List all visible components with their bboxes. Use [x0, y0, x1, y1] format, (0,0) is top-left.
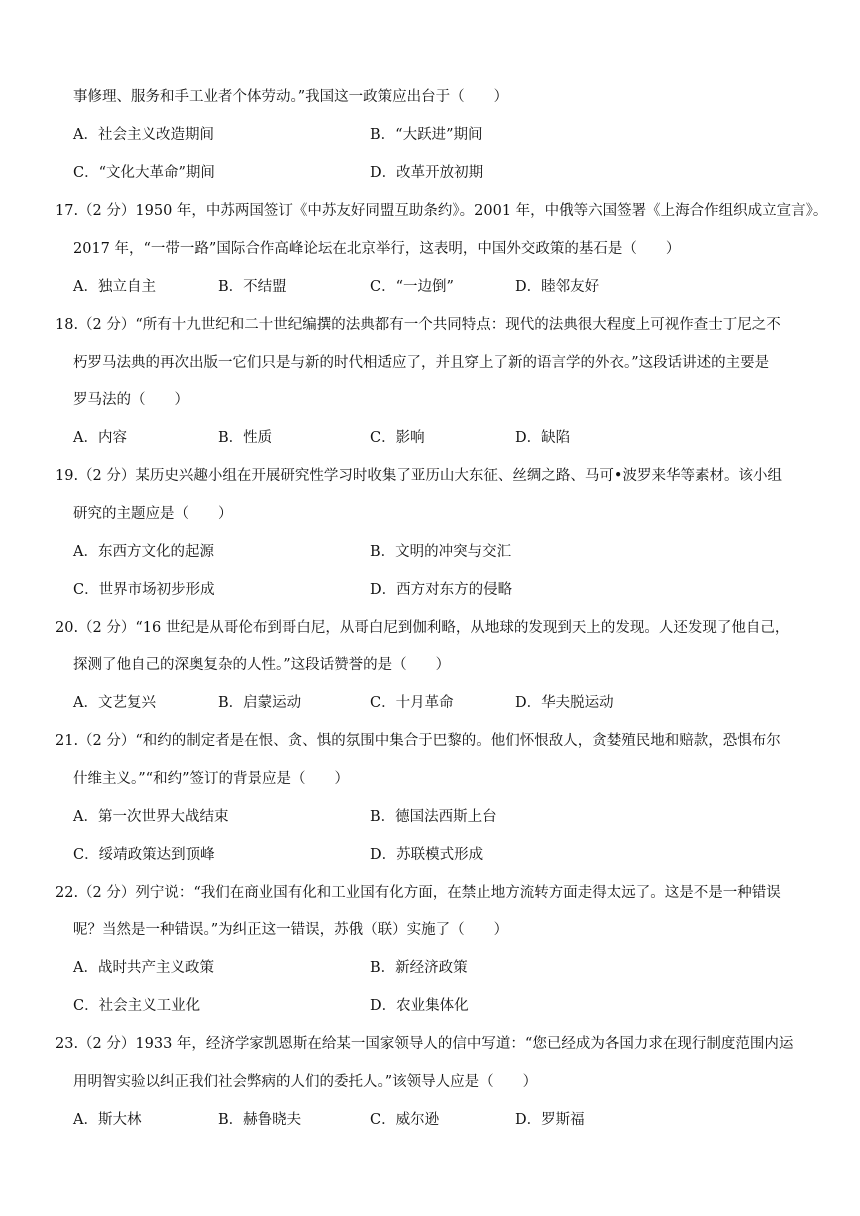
option-a: A．文艺复兴	[73, 695, 156, 711]
option-a: A．独立自主	[73, 279, 156, 295]
option-c: C．十月革命	[370, 695, 454, 711]
question-22-stem-line: 呢？当然是一种错误。”为纠正这一错误，苏俄（联）实施了（ ）	[73, 922, 509, 938]
option-c: C．影响	[370, 430, 425, 446]
option-b: B．新经济政策	[370, 960, 468, 976]
option-b: B．德国法西斯上台	[370, 809, 497, 825]
option-b: B．启蒙运动	[218, 695, 302, 711]
option-a: A．第一次世界大战结束	[73, 809, 229, 825]
option-d: D．改革开放初期	[370, 165, 484, 181]
question-18-stem-line: 朽罗马法典的再次出版一它们只是与新的时代相适应了，并且穿上了新的语言学的外衣。”这段话讲述的主要是	[73, 355, 770, 371]
option-a: A．战时共产主义政策	[73, 960, 214, 976]
option-b: B．性质	[218, 430, 273, 446]
question-18-stem-line: 18.（2 分）“所有十九世纪和二十世纪编撰的法典都有一个共同特点：现代的法典很大程度上可视作查士丁尼之不	[55, 317, 781, 333]
question-23-stem-line: 23.（2 分）1933 年，经济学家凯恩斯在给某一国家领导人的信中写道：“您已经成为各国力求在现行制度范围内运	[55, 1036, 794, 1052]
option-a: A．内容	[73, 430, 127, 446]
option-c: C．世界市场初步形成	[73, 582, 215, 598]
option-d: D．华夫脱运动	[515, 695, 614, 711]
option-c: C．“一边倒”	[370, 279, 454, 295]
option-c: C．“文化大革命”期间	[73, 165, 215, 181]
option-d: D．缺陷	[515, 430, 571, 446]
option-d: D．睦邻友好	[515, 279, 600, 295]
option-a: A．斯大林	[73, 1112, 142, 1128]
question-17-stem-line: 17.（2 分）1950 年，中苏两国签订《中苏友好同盟互助条约》。2001 年，中俄等六国签署《上海合作组织成立宣言》。	[55, 203, 828, 219]
option-b: B．不结盟	[218, 279, 287, 295]
question-16-stem-line: 事修理、服务和手工业者个体劳动。”我国这一政策应出台于（ ）	[73, 89, 509, 105]
question-20-stem-line: 20.（2 分）“16 世纪是从哥伦布到哥白尼，从哥白尼到伽利略，从地球的发现到天上的发现。人还发现了他自己，	[55, 620, 790, 636]
option-c: C．社会主义工业化	[73, 998, 201, 1014]
option-d: D．苏联模式形成	[370, 847, 484, 863]
question-19-stem-line: 研究的主题应是（ ）	[73, 506, 233, 522]
option-d: D．罗斯福	[515, 1112, 585, 1128]
question-17-stem-line: 2017 年，“一带一路”国际合作高峰论坛在北京举行，这表明，中国外交政策的基石是（ ）	[73, 241, 681, 257]
question-21-stem-line: 21.（2 分）“和约的制定者是在恨、贪、惧的氛围中集合于巴黎的。他们怀恨敌人，贪婪殖民地和赔款，恐惧布尔	[55, 733, 781, 749]
question-22-stem-line: 22.（2 分）列宁说：“我们在商业国有化和工业国有化方面，在禁止地方流转方面走得太远了。这是不是一种错误	[55, 885, 781, 901]
question-20-stem-line: 探测了他自己的深奥复杂的人性。”这段话赞誉的是（ ）	[73, 657, 451, 673]
option-a: A．社会主义改造期间	[73, 127, 214, 143]
option-b: B．文明的冲突与交汇	[370, 544, 512, 560]
option-d: D．农业集体化	[370, 998, 469, 1014]
option-c: C．威尔逊	[370, 1112, 440, 1128]
option-a: A．东西方文化的起源	[73, 544, 214, 560]
option-d: D．西方对东方的侵略	[370, 582, 513, 598]
question-18-stem-line: 罗马法的（ ）	[73, 392, 189, 408]
option-c: C．绥靖政策达到顶峰	[73, 847, 215, 863]
option-b: B．赫鲁晓夫	[218, 1112, 302, 1128]
question-23-stem-line: 用明智实验以纠正我们社会弊病的人们的委托人。”该领导人应是（ ）	[73, 1074, 538, 1090]
question-19-stem-line: 19.（2 分）某历史兴趣小组在开展研究性学习时收集了亚历山大东征、丝绸之路、马可•波罗来华等素材。该小组	[55, 468, 782, 484]
question-21-stem-line: 什维主义。”“和约”签订的背景应是（ ）	[73, 771, 349, 787]
option-b: B．“大跃进”期间	[370, 127, 483, 143]
